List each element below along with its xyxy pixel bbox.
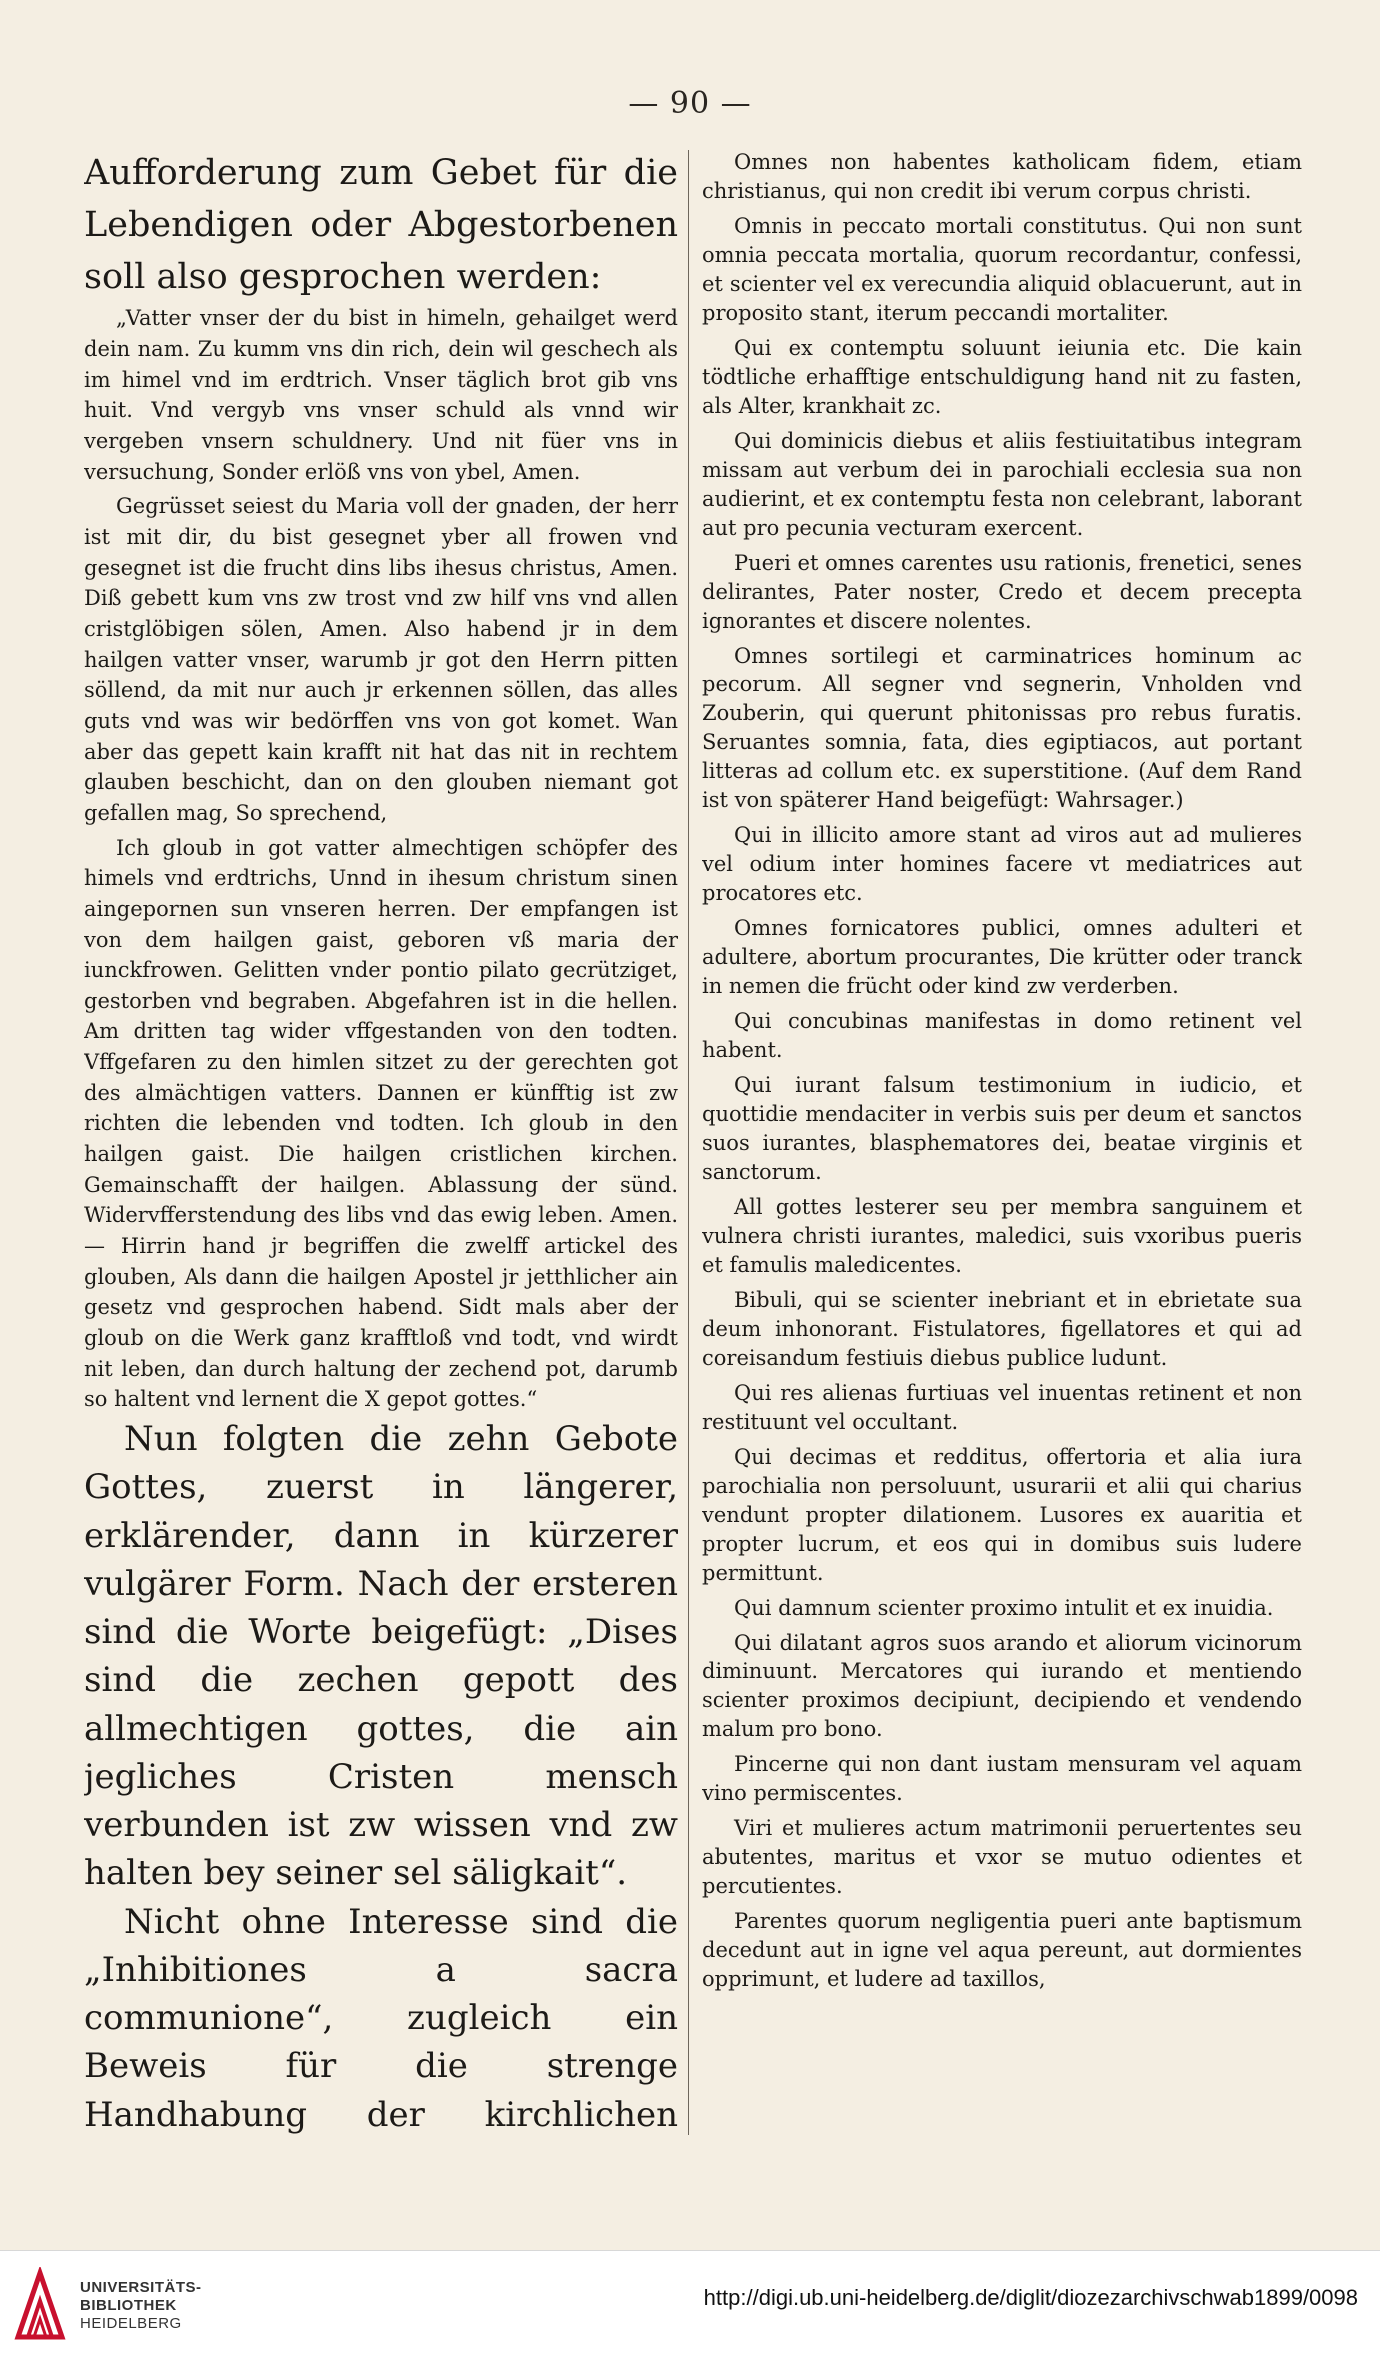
list-item: Qui iurant falsum testimonium in iudicio, et quottidie mendaciter in verbis suis per deum et sanctos suos iurantes, blasphematores dei, beatae virginis et sanctorum. bbox=[702, 1073, 1302, 1184]
list-item: Omnes non habentes katholicam fidem, etiam christianus, qui non credit ibi verum corpus christi. bbox=[702, 150, 1302, 203]
section-heading: Aufforderung zum Gebet für die Lebendigen oder Abgestorbenen soll also gesprochen werden: bbox=[84, 153, 678, 297]
list-item: Omnes fornicatores publici, omnes adulteri et adultere, abortum procurantes, Die krütter oder tranck in nemen die frücht oder kind zw verderben. bbox=[702, 916, 1302, 999]
list-item: Qui concubinas manifestas in domo retinent vel habent. bbox=[702, 1009, 1302, 1063]
list-item: Qui decimas et redditus, offertoria et alia iura parochialia non persoluunt, usurarii et alii qui charius vendunt propter dilationem. Lusores ex auaritia et propter lucrum, et eos qui in domibus suis ludere permittunt. bbox=[702, 1444, 1302, 1585]
list-item: Qui in illicito amore stant ad viros aut ad mulieres vel odium inter homines facere vt mediatrices aut procatores etc. bbox=[702, 823, 1302, 906]
footer-bar bbox=[0, 2250, 1380, 2357]
list-item: Bibuli, qui se scienter inebriant et in ebrietate sua deum inhonorant. Fistulatores, figellatores et qui ad coreisandum festiuis diebus publice ludunt. bbox=[702, 1287, 1302, 1370]
list-item: Qui damnum scienter proximo intulit et ex inuidia. bbox=[734, 1595, 1274, 1620]
page-number: — 90 — bbox=[628, 86, 752, 121]
list-item: Qui res alienas furtiuas vel inuentas retinent et non restituunt vel occultant. bbox=[702, 1380, 1302, 1434]
list-item: Qui dominicis diebus et aliis festiuitatibus integram missam aut verbum dei in parochiali ecclesia sua non audierint, et ex contemptu festa non celebrant, laborant aut pro pecunia vecturam exercent. bbox=[702, 428, 1302, 540]
list-item: Qui dilatant agros suos arando et aliorum vicinorum diminuunt. Mercatores qui iurando et mentiendo scienter proximos decipiunt, decipiendo et vendendo malum pro bono. bbox=[702, 1630, 1302, 1742]
list-item: Viri et mulieres actum matrimonii peruertentes seu abutentes, maritus et vxor se mutuo odientes et percutientes. bbox=[702, 1816, 1302, 1899]
list-item: Omnis in peccato mortali constitutus. Qui non sunt omnia peccata mortalia, quorum recordantur, confessi, et scienter vel ex verecundia aliquid oblacuerunt, aut in proposito stant, iterum peccandi mortaliter. bbox=[702, 213, 1302, 325]
library-name-line: HEIDELBERG bbox=[80, 2315, 182, 2332]
paragraph-vaterunser: „Vatter vnser der du bist in himeln, gehailget werd dein nam. Zu kumm vns din rich, dein wil geschech als im himel vnd im erdtrich. Vnser täglich brot gib vns huit. Vnd vergyb vns vnser schuld als vnnd wir vergeben vnsern schuldnery. Und nit füer vns in versuchung, Sonder erlöß vns von ybel, Amen. bbox=[84, 306, 678, 484]
library-name-line: UNIVERSITÄTS- bbox=[80, 2279, 202, 2296]
library-name-line: BIBLIOTHEK bbox=[80, 2297, 177, 2314]
source-url-link[interactable]: http://digi.ub.uni-heidelberg.de/diglit/diozezarchivschwab1899/0098 bbox=[703, 2285, 1358, 2310]
paragraph-zehn-gebote: Nun folgten die zehn Gebote Gottes, zuerst in längerer, erklärender, dann in kürzerer vulgärer Form. Nach der ersteren sind die Worte beigefügt: „Dises sind die zechen gepott des allmechtigen gottes, die ain jegliches Cristen mensch verbunden ist zw wissen vnd zw halten bey seiner sel säligkait“. bbox=[84, 1419, 678, 1894]
list-item: All gottes lesterer seu per membra sanguinem et vulnera christi iurantes, maledici, suis vxoribus pueris et famulis maledicentes. bbox=[702, 1194, 1302, 1277]
paragraph-inhibitiones: Nicht ohne Interesse sind die „Inhibitiones a sacra communione“, zugleich ein Beweis für die strenge Handhabung der kirchlichen bbox=[84, 1901, 678, 2135]
list-item: Qui ex contemptu soluunt ieiunia etc. Die kain tödtliche erhafftige entschuldigung hand nit zu fasten, als Alter, krankhait zc. bbox=[702, 335, 1302, 418]
list-item: Omnes sortilegi et carminatrices hominum ac pecorum. All segner vnd segnerin, Vnholden vnd Zouberin, qui querunt phitonissas pro rebus furatis. Seruantes somnia, fata, dies egiptiacos, aut portant litteras ad collum etc. ex superstitione. (Auf dem Rand ist von späterer Hand beigefügt: Wahrsager.) bbox=[702, 643, 1302, 813]
list-item: Pincerne qui non dant iustam mensuram vel aquam vino permiscentes. bbox=[702, 1752, 1302, 1806]
column-divider bbox=[688, 150, 689, 2135]
right-column bbox=[702, 148, 1302, 2138]
left-column bbox=[84, 148, 678, 2138]
list-item: Parentes quorum negligentia pueri ante baptismum decedunt aut in igne vel aqua pereunt, aut dormientes opprimunt, et ludere ad taxillos, bbox=[702, 1909, 1302, 1992]
paragraph-credo: Ich gloub in got vatter almechtigen schöpfer des himels vnd erdtrichs, Unnd in ihesum christum sinen aingepornen sun vnseren herren. Der empfangen ist von dem hailgen gaist, geboren vß maria der iunckfrowen. Gelitten vnder pontio pilato gecrütziget, gestorben vnd begraben. Abgefahren ist in die hellen. Am dritten tag wider vffgestanden von den todten. Vffgefaren zu den himlen sitzet zu der gerechten got des almächtigen vatters. Dannen er künfftig ist zw richten die lebenden vnd todten. Ich gloub in den hailgen gaist. Die hailgen cristlichen kirchen. Gemainschafft der hailgen. Ablassung der sünd. Widervfferstendung des libs vnd das ewig leben. Amen. — Hirrin hand jr begriffen die zwelff artickel des glouben, Als dann die hailgen Apostel jr jetthlicher ain gesetz vnd gesprochen habend. Sidt mals aber der gloub on die Werk ganz krafftloß vnd todt, vnd wirdt nit leben, dan durch haltung der zechend pot, darumb so haltent vnd lernent die X gepot gottes.“ bbox=[84, 835, 678, 1412]
list-item: Pueri et omnes carentes usu rationis, frenetici, senes delirantes, Pater noster, Credo et decem precepta ignorantes et discere nolentes. bbox=[702, 550, 1302, 633]
paragraph-ave-maria: Gegrüsset seiest du Maria voll der gnaden, der herr ist mit dir, du bist gesegnet yber all frowen vnd gesegnet ist die frucht dins libs ihesus christus, Amen. Diß gebett kum vns zw trost vnd zw hilf vns vnd allen cristglöbigen sölen, Amen. Also habend jr in dem hailgen vatter vnser, warumb jr got den Herrn pitten söllend, da mit nur auch jr erkennen söllen, das alles guts vnd was wir bedörffen vns von got komet. Wan aber das gepett kain krafft nit hat das nit in rechtem glauben beschicht, dan on den glouben niemant got gefallen mag, So sprechend, bbox=[84, 494, 678, 825]
heidelberg-library-logo-icon[interactable] bbox=[14, 2267, 66, 2341]
library-name bbox=[80, 2279, 202, 2333]
